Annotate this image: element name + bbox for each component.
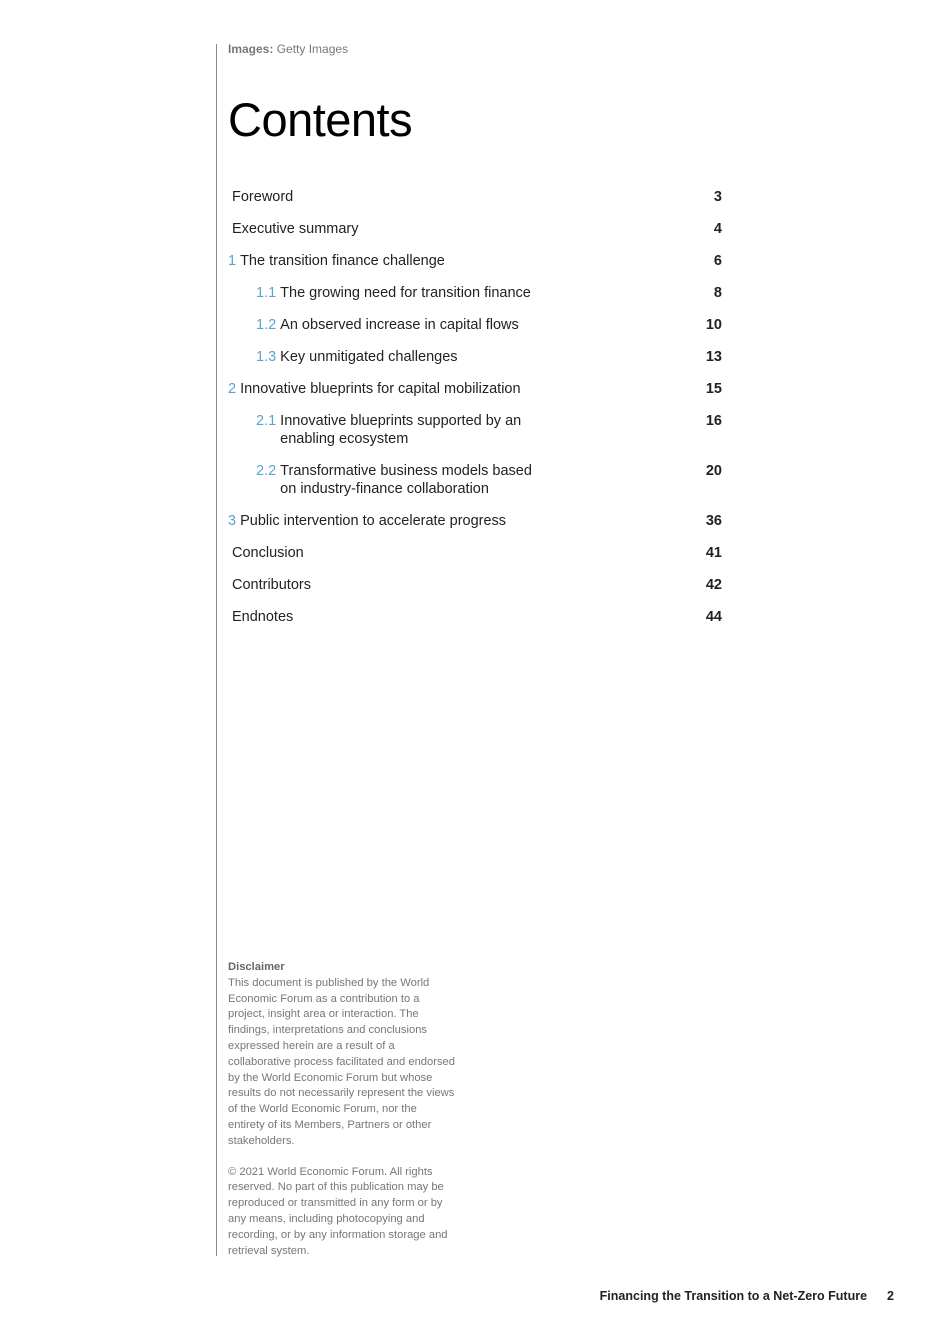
- toc-entry-label: Transformative business models based on industry-finance collaboration: [280, 463, 532, 497]
- toc-entry-label: Innovative blueprints for capital mobilization: [240, 381, 521, 397]
- toc-entry-label: Innovative blueprints supported by an enabling ecosystem: [280, 413, 522, 447]
- toc-entry[interactable]: [228, 348, 722, 366]
- vertical-margin-rule: [216, 44, 217, 1256]
- toc-entry-number: 3: [228, 513, 237, 529]
- toc-entry-label: Key unmitigated challenges: [280, 349, 458, 365]
- toc-entry-number: 1.3: [256, 349, 277, 365]
- toc-entry-page: 42: [705, 577, 722, 593]
- toc-entry-label: The growing need for transition finance: [280, 285, 531, 301]
- toc-entry-number: 2.1: [256, 413, 277, 429]
- toc-entry[interactable]: [228, 512, 722, 530]
- toc-entry-number: 1.1: [256, 285, 277, 301]
- toc-entry-page: 41: [705, 545, 722, 561]
- toc-entry-page: 36: [705, 513, 722, 529]
- toc-entry-label: Endnotes: [232, 609, 294, 625]
- toc-entry-page: 44: [705, 609, 722, 625]
- toc-entry[interactable]: [228, 576, 722, 594]
- toc-entry-label: Foreword: [232, 189, 294, 205]
- toc-entry-label: Executive summary: [232, 221, 359, 237]
- toc-entry[interactable]: [228, 316, 722, 334]
- disclaimer-heading: Disclaimer: [228, 961, 285, 973]
- page-title: Contents: [228, 93, 413, 146]
- toc-entry[interactable]: [228, 412, 722, 448]
- toc-entry-page: 4: [713, 221, 722, 237]
- disclaimer: [228, 960, 456, 1259]
- toc-entry-number: 2.2: [256, 463, 277, 479]
- toc-entry-page: 15: [705, 381, 722, 397]
- toc-entry-label: The transition finance challenge: [240, 253, 445, 269]
- toc-entry-label: Conclusion: [232, 545, 304, 561]
- toc-entry[interactable]: [228, 544, 722, 562]
- toc-entry-page: 20: [705, 463, 722, 479]
- toc-entry[interactable]: [228, 220, 722, 238]
- image-credit-value: Getty Images: [276, 42, 349, 56]
- toc-entry-page: 3: [713, 189, 722, 205]
- toc-entry-number: 1.2: [256, 317, 277, 333]
- toc-entry-label: Public intervention to accelerate progress: [240, 513, 507, 529]
- footer-document-title: Financing the Transition to a Net-Zero Future: [599, 1289, 868, 1303]
- toc-entry-page: 8: [713, 285, 722, 301]
- toc-entry-page: 6: [713, 253, 722, 269]
- page-footer: [600, 1289, 894, 1303]
- toc-entry[interactable]: [228, 284, 722, 302]
- toc-entry-number: 2: [228, 381, 237, 397]
- toc-entry[interactable]: [228, 252, 722, 270]
- copyright-notice: © 2021 World Economic Forum. All rights reserved. No part of this publication may be reproduced or transmitted in any form or by any means, including photocopying and recording, or by any information storage and retrieval system.: [228, 1165, 448, 1257]
- toc-entry-number: 1: [228, 253, 237, 269]
- image-credit: [228, 42, 348, 56]
- toc-entry-label: An observed increase in capital flows: [280, 317, 519, 333]
- image-credit-label: Images:: [228, 42, 274, 56]
- toc-entry[interactable]: [228, 188, 722, 206]
- toc-entry-page: 16: [705, 413, 722, 429]
- toc-entry[interactable]: [228, 462, 722, 498]
- toc-entry[interactable]: [228, 380, 722, 398]
- footer-page-number: 2: [887, 1289, 894, 1303]
- toc-entry-page: 13: [705, 349, 722, 365]
- disclaimer-body: This document is published by the World Economic Forum as a contribution to a project, insight area or interaction. The findings, interpretations and conclusions expressed herein are a result of a collaborative process facilitated and endorsed by the World Economic Forum but whose results do not necessarily represent the views of the World Economic Forum, nor the entirety of its Members, Partners or other stakeholders.: [228, 976, 455, 1147]
- toc-entry[interactable]: [228, 608, 722, 626]
- toc-entry-label: Contributors: [232, 577, 311, 593]
- toc-entry-page: 10: [705, 317, 722, 333]
